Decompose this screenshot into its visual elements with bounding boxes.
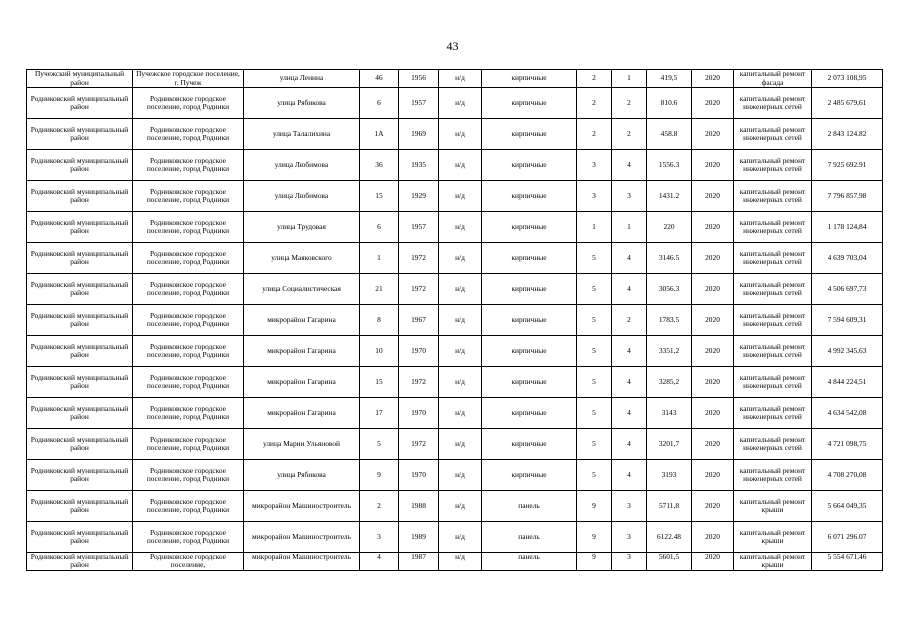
cell-floors: 5 — [577, 336, 612, 367]
cell-floors: 9 — [577, 522, 612, 553]
cell-repair-year: 2020 — [692, 70, 734, 88]
cell-wall-material: кирпичные — [482, 367, 577, 398]
cell-repair-type: капитальный ремонт инженерных сетей — [734, 88, 812, 119]
cell-cost: 4 844 224,51 — [812, 367, 883, 398]
cell-repair-year: 2020 — [692, 491, 734, 522]
cell-area: 3146.5 — [647, 243, 692, 274]
cell-entrances: 3 — [612, 553, 647, 571]
cell-settlement: Родниковское городское поселение, город Родники — [133, 398, 244, 429]
cell-floors: 5 — [577, 305, 612, 336]
cell-year-built: 1970 — [399, 398, 439, 429]
cell-house-number: 5 — [360, 429, 399, 460]
cell-entrances: 2 — [612, 305, 647, 336]
cell-na: н/д — [439, 243, 482, 274]
cell-house-number: 2 — [360, 491, 399, 522]
cell-repair-year: 2020 — [692, 429, 734, 460]
cell-street: улица Ленина — [244, 70, 360, 88]
cell-repair-type: капитальный ремонт инженерных сетей — [734, 336, 812, 367]
cell-district: Родниковский муниципальный район — [27, 181, 133, 212]
cell-na: н/д — [439, 522, 482, 553]
table-row — [27, 336, 883, 367]
table-row — [27, 491, 883, 522]
cell-wall-material: кирпичные — [482, 429, 577, 460]
cell-year-built: 1970 — [399, 460, 439, 491]
cell-na: н/д — [439, 367, 482, 398]
cell-wall-material: кирпичные — [482, 70, 577, 88]
cell-floors: 3 — [577, 150, 612, 181]
cell-repair-type: капитальный ремонт крыши — [734, 553, 812, 571]
cell-settlement: Родниковское городское поселение, город Родники — [133, 460, 244, 491]
cell-cost: 4 708 270,08 — [812, 460, 883, 491]
cell-cost: 4 506 697,73 — [812, 274, 883, 305]
table-row — [27, 367, 883, 398]
cell-repair-type: капитальный ремонт инженерных сетей — [734, 212, 812, 243]
cell-street: микрорайон Машиностроитель — [244, 491, 360, 522]
cell-floors: 5 — [577, 367, 612, 398]
cell-repair-type: капитальный ремонт инженерных сетей — [734, 305, 812, 336]
cell-cost: 7 594 609,31 — [812, 305, 883, 336]
cell-area: 810.6 — [647, 88, 692, 119]
page-number: 43 — [446, 39, 459, 53]
cell-house-number: 4 — [360, 553, 399, 571]
table-row — [27, 522, 883, 553]
cell-year-built: 1972 — [399, 367, 439, 398]
cell-house-number: 17 — [360, 398, 399, 429]
cell-wall-material: кирпичные — [482, 150, 577, 181]
cell-floors: 9 — [577, 553, 612, 571]
cell-settlement: Пучежское городское поселение, г. Пучеж — [133, 70, 244, 88]
cell-year-built: 1956 — [399, 70, 439, 88]
cell-street: микрорайон Гагарина — [244, 367, 360, 398]
cell-floors: 1 — [577, 212, 612, 243]
cell-house-number: 21 — [360, 274, 399, 305]
cell-area: 220 — [647, 212, 692, 243]
cell-wall-material: панель — [482, 553, 577, 571]
cell-district: Родниковский муниципальный район — [27, 243, 133, 274]
cell-district: Родниковский муниципальный район — [27, 150, 133, 181]
cell-entrances: 3 — [612, 522, 647, 553]
cell-floors: 3 — [577, 181, 612, 212]
cell-floors: 2 — [577, 119, 612, 150]
cell-repair-year: 2020 — [692, 460, 734, 491]
cell-wall-material: кирпичные — [482, 212, 577, 243]
cell-year-built: 1987 — [399, 553, 439, 571]
cell-repair-type: капитальный ремонт крыши — [734, 491, 812, 522]
cell-repair-year: 2020 — [692, 553, 734, 571]
cell-settlement: Родниковское городское поселение, город Родники — [133, 243, 244, 274]
cell-year-built: 1989 — [399, 522, 439, 553]
cell-year-built: 1972 — [399, 429, 439, 460]
cell-repair-year: 2020 — [692, 305, 734, 336]
cell-street: улица Трудовая — [244, 212, 360, 243]
cell-area: 3351,2 — [647, 336, 692, 367]
cell-house-number: 10 — [360, 336, 399, 367]
cell-area: 458.8 — [647, 119, 692, 150]
cell-na: н/д — [439, 212, 482, 243]
cell-entrances: 3 — [612, 491, 647, 522]
cell-district: Родниковский муниципальный район — [27, 274, 133, 305]
cell-na: н/д — [439, 305, 482, 336]
cell-year-built: 1967 — [399, 305, 439, 336]
cell-year-built: 1957 — [399, 212, 439, 243]
cell-repair-type: капитальный ремонт инженерных сетей — [734, 243, 812, 274]
cell-settlement: Родниковское городское поселение, город Родники — [133, 274, 244, 305]
cell-repair-year: 2020 — [692, 398, 734, 429]
cell-entrances: 2 — [612, 88, 647, 119]
table-row — [27, 212, 883, 243]
cell-wall-material: кирпичные — [482, 119, 577, 150]
cell-house-number: 3 — [360, 522, 399, 553]
cell-repair-year: 2020 — [692, 212, 734, 243]
cell-entrances: 4 — [612, 398, 647, 429]
cell-area: 3201,7 — [647, 429, 692, 460]
cell-area: 3056.3 — [647, 274, 692, 305]
cell-cost: 6 071 296.07 — [812, 522, 883, 553]
cell-district: Родниковский муниципальный район — [27, 522, 133, 553]
cell-repair-year: 2020 — [692, 88, 734, 119]
cell-street: улица Любимова — [244, 150, 360, 181]
cell-na: н/д — [439, 429, 482, 460]
table-row — [27, 181, 883, 212]
cell-na: н/д — [439, 460, 482, 491]
cell-entrances: 4 — [612, 460, 647, 491]
cell-year-built: 1929 — [399, 181, 439, 212]
cell-area: 5601,5 — [647, 553, 692, 571]
cell-area: 5711,8 — [647, 491, 692, 522]
cell-district: Родниковский муниципальный район — [27, 119, 133, 150]
cell-repair-type: капитальный ремонт инженерных сетей — [734, 429, 812, 460]
table-row — [27, 429, 883, 460]
cell-year-built: 1957 — [399, 88, 439, 119]
cell-floors: 5 — [577, 243, 612, 274]
cell-na: н/д — [439, 274, 482, 305]
cell-entrances: 4 — [612, 150, 647, 181]
cell-settlement: Родниковское городское поселение, город Родники — [133, 88, 244, 119]
cell-entrances: 2 — [612, 119, 647, 150]
cell-na: н/д — [439, 336, 482, 367]
cell-floors: 2 — [577, 70, 612, 88]
cell-repair-type: капитальный ремонт крыши — [734, 522, 812, 553]
cell-repair-year: 2020 — [692, 150, 734, 181]
table-row — [27, 119, 883, 150]
cell-street: микрорайон Гагарина — [244, 305, 360, 336]
cell-wall-material: кирпичные — [482, 88, 577, 119]
cell-settlement: Родниковское городское поселение, город Родники — [133, 522, 244, 553]
cell-wall-material: кирпичные — [482, 398, 577, 429]
cell-street: улица Рябикова — [244, 88, 360, 119]
cell-repair-year: 2020 — [692, 181, 734, 212]
cell-cost: 4 639 703,04 — [812, 243, 883, 274]
cell-year-built: 1935 — [399, 150, 439, 181]
cell-settlement: Родниковское городское поселение, город Родники — [133, 429, 244, 460]
cell-district: Родниковский муниципальный район — [27, 88, 133, 119]
cell-repair-year: 2020 — [692, 119, 734, 150]
cell-district: Родниковский муниципальный район — [27, 212, 133, 243]
cell-repair-type: капитальный ремонт инженерных сетей — [734, 181, 812, 212]
cell-year-built: 1988 — [399, 491, 439, 522]
cell-street: улица Маяковского — [244, 243, 360, 274]
cell-settlement: Родниковское городское поселение, город Родники — [133, 491, 244, 522]
cell-house-number: 6 — [360, 88, 399, 119]
cell-entrances: 1 — [612, 212, 647, 243]
cell-settlement: Родниковское городское поселение, — [133, 553, 244, 571]
cell-house-number: 36 — [360, 150, 399, 181]
cell-cost: 1 178 124,84 — [812, 212, 883, 243]
cell-wall-material: кирпичные — [482, 243, 577, 274]
cell-repair-year: 2020 — [692, 243, 734, 274]
cell-house-number: 15 — [360, 181, 399, 212]
cell-street: улица Талалихина — [244, 119, 360, 150]
cell-wall-material: кирпичные — [482, 274, 577, 305]
cell-floors: 9 — [577, 491, 612, 522]
table-row — [27, 88, 883, 119]
cell-district: Родниковский муниципальный район — [27, 336, 133, 367]
cell-district: Родниковский муниципальный район — [27, 398, 133, 429]
cell-wall-material: панель — [482, 491, 577, 522]
table-row — [27, 70, 883, 88]
cell-wall-material: кирпичные — [482, 460, 577, 491]
cell-year-built: 1970 — [399, 336, 439, 367]
table-row — [27, 150, 883, 181]
cell-na: н/д — [439, 553, 482, 571]
cell-floors: 5 — [577, 398, 612, 429]
cell-na: н/д — [439, 150, 482, 181]
cell-area: 3143 — [647, 398, 692, 429]
cell-repair-type: капитальный ремонт инженерных сетей — [734, 119, 812, 150]
cell-area: 3285,2 — [647, 367, 692, 398]
cell-entrances: 3 — [612, 181, 647, 212]
cell-year-built: 1969 — [399, 119, 439, 150]
cell-wall-material: кирпичные — [482, 305, 577, 336]
cell-area: 1431.2 — [647, 181, 692, 212]
table-row — [27, 460, 883, 491]
cell-floors: 5 — [577, 274, 612, 305]
cell-na: н/д — [439, 119, 482, 150]
cell-floors: 5 — [577, 460, 612, 491]
cell-floors: 2 — [577, 88, 612, 119]
cell-house-number: 6 — [360, 212, 399, 243]
cell-repair-type: капитальный ремонт инженерных сетей — [734, 150, 812, 181]
cell-house-number: 1 — [360, 243, 399, 274]
cell-na: н/д — [439, 88, 482, 119]
cell-district: Родниковский муниципальный район — [27, 305, 133, 336]
cell-settlement: Родниковское городское поселение, город Родники — [133, 119, 244, 150]
cell-cost: 2 073 108,95 — [812, 70, 883, 88]
cell-house-number: 1А — [360, 119, 399, 150]
cell-house-number: 9 — [360, 460, 399, 491]
cell-street: микрорайон Гагарина — [244, 336, 360, 367]
housing-repair-table — [26, 69, 883, 571]
cell-na: н/д — [439, 70, 482, 88]
cell-street: улица Марии Ульяновой — [244, 429, 360, 460]
cell-settlement: Родниковское городское поселение, город Родники — [133, 336, 244, 367]
cell-cost: 4 634 542,08 — [812, 398, 883, 429]
cell-repair-year: 2020 — [692, 274, 734, 305]
cell-repair-year: 2020 — [692, 336, 734, 367]
cell-entrances: 4 — [612, 336, 647, 367]
cell-street: улица Рябикова — [244, 460, 360, 491]
cell-house-number: 46 — [360, 70, 399, 88]
cell-district: Родниковский муниципальный район — [27, 460, 133, 491]
cell-district: Родниковский муниципальный район — [27, 553, 133, 571]
cell-settlement: Родниковское городское поселение, город Родники — [133, 367, 244, 398]
cell-repair-type: капитальный ремонт инженерных сетей — [734, 460, 812, 491]
cell-settlement: Родниковское городское поселение, город Родники — [133, 150, 244, 181]
cell-street: улица Социалистическая — [244, 274, 360, 305]
cell-entrances: 4 — [612, 429, 647, 460]
table-row — [27, 305, 883, 336]
cell-year-built: 1972 — [399, 243, 439, 274]
cell-na: н/д — [439, 491, 482, 522]
cell-cost: 5 664 049,35 — [812, 491, 883, 522]
cell-year-built: 1972 — [399, 274, 439, 305]
cell-settlement: Родниковское городское поселение, город Родники — [133, 181, 244, 212]
cell-repair-type: капитальный ремонт инженерных сетей — [734, 367, 812, 398]
cell-street: микрорайон Машиностроитель — [244, 522, 360, 553]
cell-area: 6122.48 — [647, 522, 692, 553]
cell-cost: 4 721 098,75 — [812, 429, 883, 460]
cell-district: Пучежский муниципальный район — [27, 70, 133, 88]
cell-area: 3193 — [647, 460, 692, 491]
cell-cost: 4 992 345,63 — [812, 336, 883, 367]
cell-na: н/д — [439, 398, 482, 429]
cell-district: Родниковский муниципальный район — [27, 429, 133, 460]
cell-area: 1783.5 — [647, 305, 692, 336]
cell-entrances: 4 — [612, 367, 647, 398]
cell-floors: 5 — [577, 429, 612, 460]
cell-cost: 2 843 124.82 — [812, 119, 883, 150]
cell-wall-material: панель — [482, 522, 577, 553]
table-row — [27, 243, 883, 274]
cell-repair-year: 2020 — [692, 367, 734, 398]
table-row — [27, 553, 883, 571]
cell-wall-material: кирпичные — [482, 181, 577, 212]
table-row — [27, 398, 883, 429]
cell-area: 419,5 — [647, 70, 692, 88]
cell-repair-type: капитальный ремонт инженерных сетей — [734, 398, 812, 429]
cell-na: н/д — [439, 181, 482, 212]
cell-repair-type: капитальный ремонт фасада — [734, 70, 812, 88]
cell-street: микрорайон Машиностроитель — [244, 553, 360, 571]
cell-repair-year: 2020 — [692, 522, 734, 553]
table-row — [27, 274, 883, 305]
cell-house-number: 8 — [360, 305, 399, 336]
cell-street: микрорайон Гагарина — [244, 398, 360, 429]
cell-cost: 5 554 671,46 — [812, 553, 883, 571]
cell-entrances: 1 — [612, 70, 647, 88]
cell-cost: 2 485 679,61 — [812, 88, 883, 119]
cell-wall-material: кирпичные — [482, 336, 577, 367]
cell-district: Родниковский муниципальный район — [27, 491, 133, 522]
cell-entrances: 4 — [612, 274, 647, 305]
cell-street: улица Любимова — [244, 181, 360, 212]
cell-area: 1556.3 — [647, 150, 692, 181]
cell-repair-type: капитальный ремонт инженерных сетей — [734, 274, 812, 305]
cell-district: Родниковский муниципальный район — [27, 367, 133, 398]
cell-settlement: Родниковское городское поселение, город Родники — [133, 305, 244, 336]
cell-cost: 7 925 692.91 — [812, 150, 883, 181]
cell-entrances: 4 — [612, 243, 647, 274]
cell-house-number: 15 — [360, 367, 399, 398]
cell-cost: 7 796 857.98 — [812, 181, 883, 212]
cell-settlement: Родниковское городское поселение, город Родники — [133, 212, 244, 243]
